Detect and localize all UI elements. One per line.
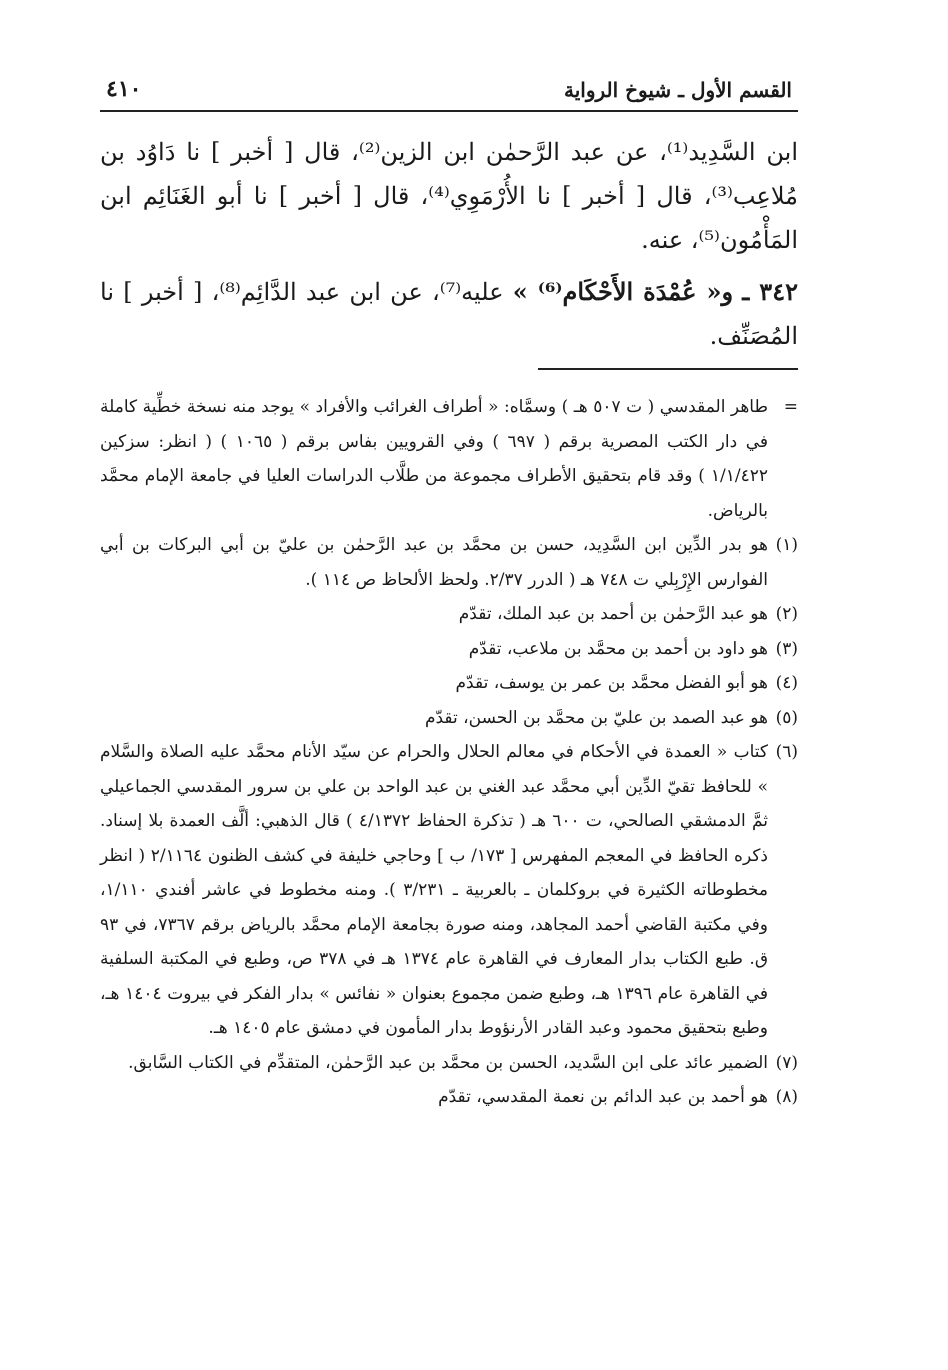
footnote-1 [100,528,798,597]
footnote-separator [538,368,798,370]
entry-title: و« عُمْدَة الأَحْكَام⁽⁶⁾ » [512,277,734,306]
footnote-text: طاهر المقدسي ( ت ٥٠٧ هـ ) وسمَّاه: « أطراف الغرائب والأفراد » يوجد منه نسخة خطِّية كاملة في دار الكتب المصرية برقم ( ٦٩٧ ) وفي القرويين بفاس برقم ( ١٠٦٥ ) ( انظر: سزكين ١/١/٤٢٢ ) وقد قام بتحقيق الأطراف مجموعة من طلَّاب الدراسات العليا في جامعة الإمام محمَّد بالرياض. [100,397,768,521]
footnote-text: هو داود بن أحمد بن محمَّد بن ملاعب، تقدّم [468,638,768,659]
footnote-8 [100,1080,798,1115]
footnote-mark: (٤) [775,673,798,693]
footnote-text: كتاب « العمدة في الأحكام في معالم الحلال والحرام عن سيّد الأنام محمَّد عليه الصلاة والسَّلام » للحافظ تقيّ الدِّين أبي محمَّد عبد الغني بن عبد الواحد بن علي بن سرور المقدسي الجماعيلي ثمَّ الدمشقي الصالحي، ت ٦٠٠ هـ ( تذكرة الحفاظ ٤/١٣٧٢ ) قال الذهبي: ألَّف العمدة بلا إسناد. ذكره الحافظ في المعجم المفهرس [ ١٧٣/ ب ] وحاجي خليفة في كشف الظنون ٢/١١٦٤ ( انظر مخطوطاته الكثيرة في بروكلمان ـ بالعربية ـ ٣/٢٣١ ). ومنه مخطوط في عاشر أفندي ١/١١٠، وفي مكتبة القاضي أحمد المجاهد، ومنه صورة بجامعة الإمام محمَّد بالرياض برقم ٧٣٦٧، في ٩٣ ق. طبع الكتاب بدار المعارف في القاهرة عام ١٣٧٤ هـ في ٣٧٨ ص، وطبع في المكتبة السلفية في القاهرة عام ١٣٩٦ هـ، وطبع ضمن مجموع بعنوان « نفائس » بدار الفكر في بيروت ١٤٠٤ هـ، وطبع بتحقيق محمود وعبد القادر الأرنؤوط بدار المأمون في دمشق عام ١٤٠٥ هـ. [100,742,769,1038]
footnote-4 [100,666,798,701]
footnote-text: هو عبد الرَّحمٰن بن أحمد بن عبد الملك، تقدّم [458,604,768,624]
footnote-mark: (٨) [775,1087,798,1107]
entry-text: عليه⁽⁷⁾، عن ابن عبد الدَّائِم⁽⁸⁾، [ أخبر ] نا المُصَنِّف. [100,278,798,350]
footnote-text: هو بدر الدِّين ابن السَّدِيد، حسن بن محمَّد بن عبد الرَّحمٰن بن عليّ بن أبي البركات بن أبي الفوارس الإِرْبِلي ت ٧٤٨ هـ ( الدرر ٢/٣٧. ولحظ الألحاظ ص ١١٤ ). [100,535,768,590]
footnote-text: هو أحمد بن عبد الدائم بن نعمة المقدسي، تقدّم [438,1087,768,1107]
entry-number: ٣٤٢ ـ [742,277,798,306]
footnote-mark: (٦) [775,742,798,762]
book-page [100,68,798,1115]
footnote-mark: (٣) [775,638,798,659]
footnote-mark: (٧) [775,1052,798,1073]
footnote-text: الضمير عائد على ابن السَّديد، الحسن بن محمَّد بن عبد الرَّحمٰن، المتقدِّم في الكتاب السَّابق. [128,1052,768,1073]
footnote-mark: (٢) [775,604,798,624]
running-title: القسم الأول ـ شيوخ الرواية [563,78,792,102]
footnotes [100,390,798,1115]
footnote-mark: = [783,397,798,417]
paragraph-1: ابن السَّدِيد⁽¹⁾، عن عبد الرَّحمٰن ابن الزين⁽²⁾، قال [ أخبر ] نا دَاوُد بن مُلاعِب⁽³⁾، قال [ أخبر ] نا الأُرْمَوِي⁽⁴⁾، قال [ أخبر ] نا أبو الغَنَائِم ابن المَأْمُون⁽⁵⁾، عنه. [100,138,799,254]
main-text [100,130,798,358]
footnote-text: هو أبو الفضل محمَّد بن عمر بن يوسف، تقدّم [455,673,768,693]
footnote-continued [100,390,798,528]
footnote-2 [100,597,798,632]
footnote-mark: (٥) [775,707,798,728]
footnote-mark: (١) [775,535,798,555]
footnote-7 [100,1046,798,1081]
footnote-5 [100,701,798,736]
footnote-3 [100,632,798,667]
footnote-text: هو عبد الصمد بن عليّ بن محمَّد بن الحسن، تقدّم [424,707,768,728]
entry-342 [100,270,798,358]
footnote-6 [100,735,798,1046]
page-number: ٤١٠ [106,76,142,102]
page-header [100,68,798,112]
